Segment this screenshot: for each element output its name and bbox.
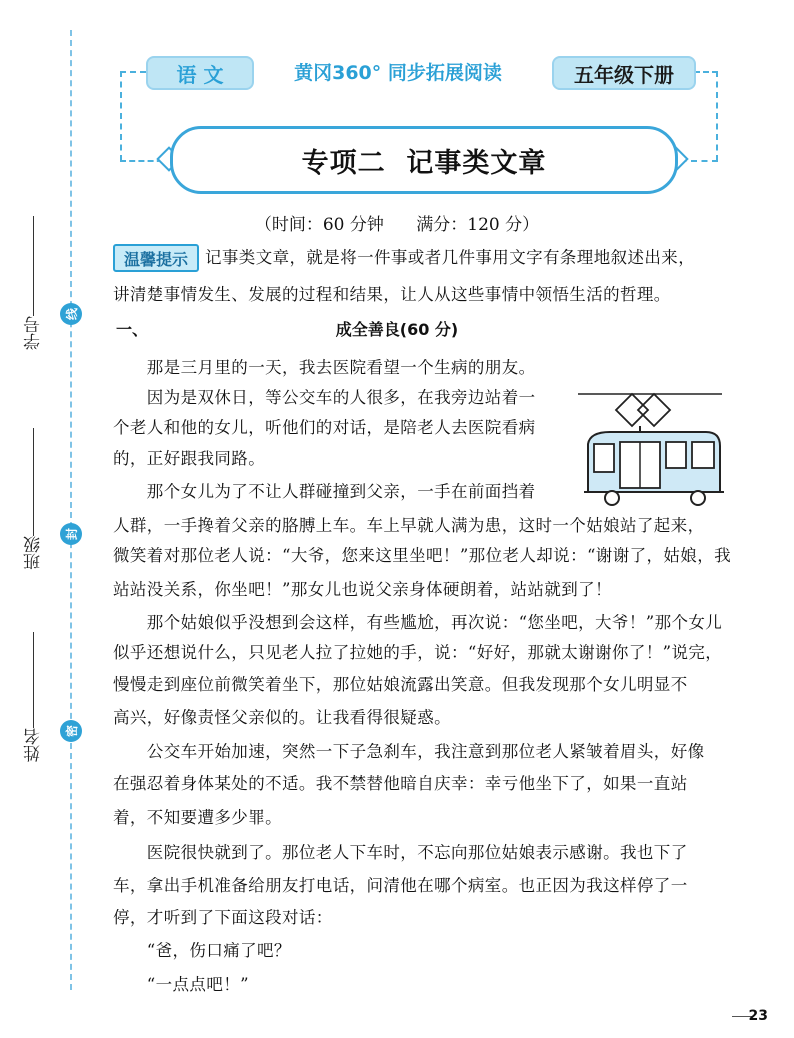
body-line: 医院很快就到了。那位老人下车时，不忘向那位姑娘表示感谢。我也下了 [113, 843, 688, 862]
body-line: “一点点吧！” [113, 975, 249, 994]
seal-mi: 密 [60, 720, 82, 742]
body-line: 高兴，好像责怪父亲似的。让我看得很疑惑。 [113, 708, 451, 727]
body-line: 人群，一手搀着父亲的胳膊上车。车上早就人满为患，这时一个姑娘站了起来， [113, 516, 705, 535]
body-line: 那是三月里的一天，我去医院看望一个生病的朋友。 [113, 358, 536, 377]
body-line: 的，正好跟我同路。 [113, 449, 266, 468]
grade-pill: 五年级下册 [552, 56, 696, 90]
student-id-label: 学号 [23, 316, 44, 350]
page-number: 23 [748, 1008, 768, 1024]
header-dash-left-vertical [120, 71, 122, 161]
subject-pill: 语 文 [146, 56, 254, 90]
section-number: 一、 [116, 320, 149, 339]
header-dash-right-vertical [716, 71, 718, 161]
body-line: 那个姑娘似乎没想到会这样，有些尴尬，再次说：“您坐吧，大爷！”那个女儿 [113, 613, 723, 632]
class-blank[interactable] [33, 428, 34, 536]
name-field[interactable] [22, 632, 44, 762]
class-label: 班级 [23, 536, 44, 570]
body-line: 慢慢走到座位前微笑着坐下，那位姑娘流露出笑意。但我发现那个女儿明显不 [113, 675, 688, 694]
body-line: 因为是双休日，等公交车的人很多，在我旁边站着一 [113, 388, 536, 407]
time-score-info: （时间：60 分钟 满分：120 分） [254, 215, 540, 235]
tram-illustration [570, 384, 730, 514]
body-line: 似乎还想说什么，只见老人拉了拉她的手，说：“好好，那就太谢谢你了！”说完， [113, 643, 723, 662]
name-blank[interactable] [33, 632, 34, 728]
tip-line-1: 记事类文章，就是将一件事或者几件事用文字有条理地叙述出来， [205, 248, 696, 267]
page-title: 专项二 记事类文章 [170, 126, 678, 194]
body-line: 那个女儿为了不让人群碰撞到父亲，一手在前面挡着 [113, 482, 536, 501]
name-label: 姓名 [23, 728, 44, 762]
class-field[interactable] [22, 428, 44, 570]
body-line: 站站没关系，你坐吧！”那女儿也说父亲身体硬朗着，站站就到了！ [113, 580, 612, 599]
section-title: 成全善良(60 分) [335, 320, 459, 339]
seal-feng: 封 [60, 523, 82, 545]
header-dash-left [120, 71, 146, 73]
body-line: 着，不知要遭多少罪。 [113, 808, 282, 827]
body-line: 车，拿出手机准备给朋友打电话，问清他在哪个病室。也正因为我这样停了一 [113, 876, 688, 895]
tip-tag: 温馨提示 [113, 244, 199, 272]
seal-xian: 线 [60, 303, 82, 325]
binding-dashed-line [70, 30, 72, 990]
body-line: 停，才听到了下面这段对话： [113, 908, 333, 927]
body-line: 个老人和他的女儿，听他们的对话，是陪老人去医院看病 [113, 418, 536, 437]
body-line: “爸，伤口痛了吧？ [113, 941, 291, 960]
body-line: 公交车开始加速，突然一下子急刹车，我注意到那位老人紧皱着眉头，好像 [113, 742, 705, 761]
tip-line-2: 讲清楚事情发生、发展的过程和结果，让人从这些事情中领悟生活的哲理。 [113, 285, 671, 304]
body-line: 在强忍着身体某处的不适。我不禁替他暗自庆幸：幸亏他坐下了，如果一直站 [113, 774, 688, 793]
header-dash-right [694, 71, 718, 73]
series-name: 黄冈360° 同步拓展阅读 [294, 62, 502, 84]
body-line: 微笑着对那位老人说：“大爷，您来这里坐吧！”那位老人却说：“谢谢了，姑娘，我 [113, 546, 732, 565]
